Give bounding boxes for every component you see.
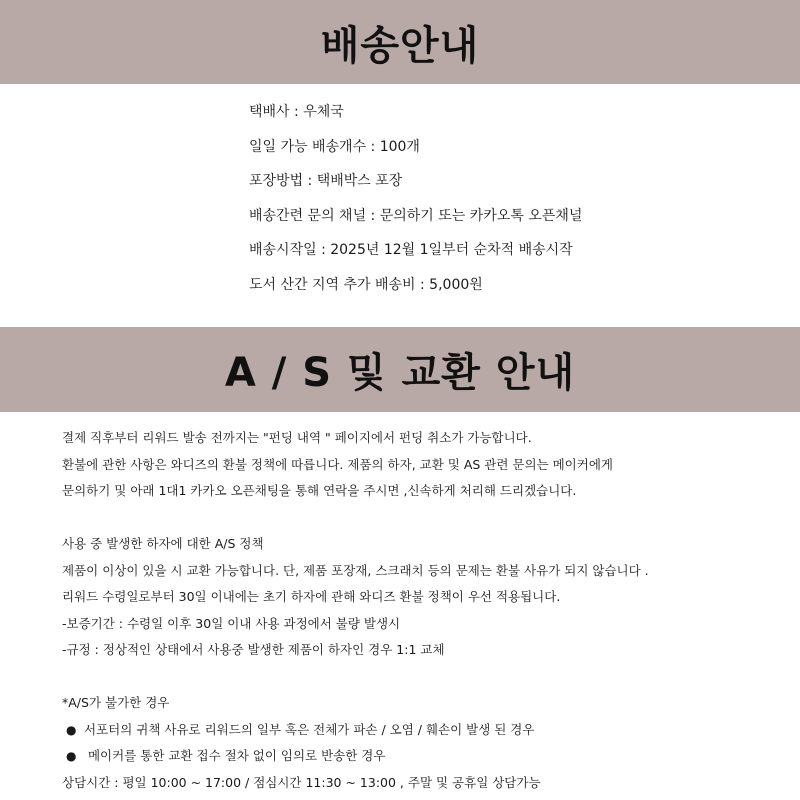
shipping-info-list (249, 95, 789, 302)
as-defect-line: 제품이 이상이 있을 시 교환 가능합니다. 단, 제품 포장재, 스크래치 등의 문제는 환불 사유가 되지 않습니다 . (62, 562, 649, 578)
as-title: A / S 및 교환 안내 (224, 350, 576, 396)
as-warranty-period: -보증기간 : 수령일 이후 30일 이내 사용 과정에서 불량 발생시 (62, 615, 401, 631)
as-intro-line: 결제 직후부터 리워드 발송 전까지는 "펀딩 내역 " 페이지에서 펀딩 취소가 가능합니다. (62, 430, 532, 445)
as-banner (0, 327, 800, 412)
as-not-allowed-item (62, 717, 787, 744)
as-intro-line: 환불에 관한 사항은 와디즈의 환불 정책에 따릅니다. 제품의 하자, 교환 및 AS 관련 문의는 메이커에게 (62, 456, 613, 472)
as-not-allowed-heading: *A/S가 불가한 경우 (62, 695, 170, 710)
spacer (62, 664, 787, 691)
as-not-allowed-text: 메이커를 통한 교환 접수 절차 없이 임의로 반송한 경우 (84, 748, 386, 763)
shipping-start-date: 배송시작일 : 2025년 12월 1일부터 순차적 배송시작 (249, 242, 573, 258)
shipping-packaging: 포장방법 : 택배박스 포장 (249, 173, 403, 189)
shipping-daily-capacity: 일일 가능 배송개수 : 100개 (249, 138, 420, 155)
as-intro-line: 문의하기 및 아래 1대1 카카오 오픈채팅을 통해 연락을 주시면 ,신속하게 처리해 드리겠습니다. (62, 483, 577, 498)
as-defect-heading: 사용 중 발생한 하자에 대한 A/S 정책 (62, 536, 264, 551)
bullet-icon: ● (66, 749, 77, 763)
shipping-courier: 택배사 : 우체국 (249, 104, 344, 120)
shipping-extra-fee: 도서 산간 지역 추가 배송비 : 5,000원 (249, 276, 483, 293)
as-not-allowed-text: 서포터의 귀책 사유로 리워드의 일부 혹은 전체가 파손 / 오염 / 훼손이 발생 된 경우 (84, 721, 535, 737)
as-defect-line: 리워드 수령일로부터 30일 이내에는 초기 하자에 관해 와디즈 환불 정책이 우선 적용됩니다. (62, 589, 561, 604)
shipping-inquiry-channel: 배송간련 문의 채널 : 문의하기 또는 카카오톡 오픈채널 (249, 207, 583, 224)
as-info-list (62, 425, 787, 796)
as-replacement-rule: -규정 : 정상적인 상태에서 사용중 발생한 제품이 하자인 경우 1:1 교체 (62, 642, 445, 657)
spacer (62, 505, 787, 532)
as-not-allowed-item (62, 743, 787, 770)
bullet-icon: ● (66, 722, 77, 737)
shipping-title: 배송안내 (320, 22, 480, 69)
shipping-banner (0, 0, 800, 84)
as-consultation-hours: 상담시간 : 평일 10:00 ~ 17:00 / 점심시간 11:30 ~ 13:00 , 주말 및 공휴일 상담가능 (62, 774, 541, 790)
